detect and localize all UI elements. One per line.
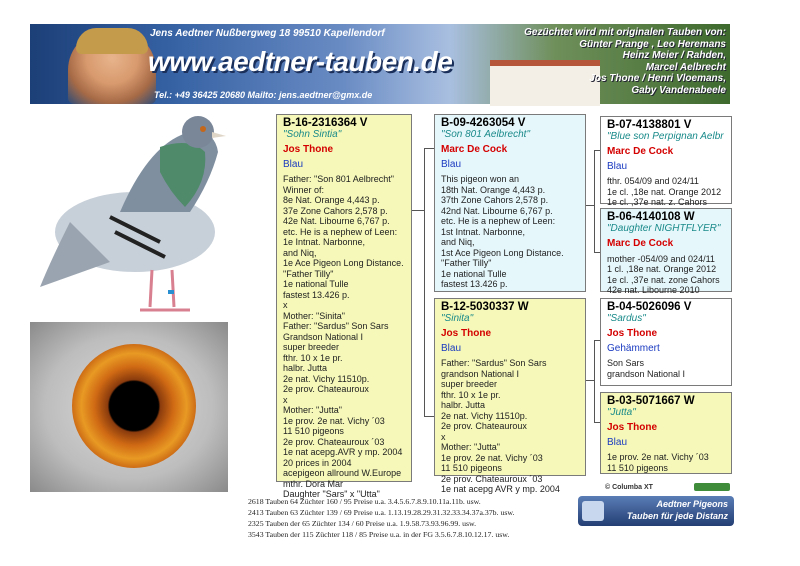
aedtner-pigeons-logo xyxy=(578,496,734,526)
pigeon-color: Gehämmert xyxy=(607,342,660,354)
pigeon-color: Blau xyxy=(607,160,628,172)
ring-number: B-03-5071667 W xyxy=(607,395,695,407)
pigeon-name: "Blue son Perpignan Aelbr xyxy=(607,130,724,142)
pigeon-color: Blau xyxy=(607,436,628,448)
pigeon-info: This pigeon won an 18th Nat. Orange 4,443 p. 37th Zone Cahors 2,578 p. 42nd Nat. Libourne 6,767 p. etc. He is a nephew of Leen: 1st Intnat. Narbonne, and Niq, 1st Ace Pigeon Long Distance. "Father Tilly" 1e national Tulle fastest 13.426 p. xyxy=(441,174,564,289)
pedigree-card-father-mother xyxy=(600,208,732,295)
results-line: 2618 Tauben 64 Züchter 160 / 95 Preise u.a. 3.4.5.6.7.8.9.10.11a.11b. usw. xyxy=(248,497,481,506)
pigeon-info: Father: "Sardus" Son Sars grandson National I super breeder fthr. 10 x 1e pr. halbr. Jutta 2e nat. Vichy 11510p. 2e prov. Chateauroux x Mother: "Jutta" 1e prov. 2e nat. Vichy ´03 11 510 pigeons 2e prov. Chateauroux ´03 1e nat acepg AVR y mp. 2004 xyxy=(441,358,560,494)
slogan-line-2: Tauben für jede Distanz xyxy=(626,511,728,521)
bred-with-text: Gezüchtet wird mit originalen Tauben von: Günter Prange , Leo Heremans Heinz Meier / Rahden, Marcel Aelbrecht Jos Thone / Henri Vloemans, Gaby Vandenabeele xyxy=(524,27,726,96)
pedigree-card-mother-mother xyxy=(600,392,732,474)
pedigree-card-subject xyxy=(276,114,412,499)
ring-number: B-12-5030337 W xyxy=(441,301,529,313)
pedigree-card-mother-father xyxy=(600,298,732,386)
breeder-name: Jos Thone xyxy=(441,328,492,339)
ring-number: B-04-5026096 V xyxy=(607,301,692,313)
breeder-name: Jos Thone xyxy=(607,422,658,433)
results-line: 2413 Tauben 63 Züchter 139 / 69 Preise u.a. 1.13.19.28.29.31.32.33.34.37a.37b. usw. xyxy=(248,508,515,517)
website-link[interactable]: www.aedtner-tauben.de xyxy=(148,46,453,77)
pigeon-name: "Sardus" xyxy=(607,312,646,324)
ring-number: B-07-4138801 V xyxy=(607,119,692,131)
pigeon-name: "Son 801 Aelbrecht" xyxy=(441,128,531,140)
pigeon-color: Blau xyxy=(441,158,462,170)
eye-iris xyxy=(72,344,196,468)
ring-number: B-06-4140108 W xyxy=(607,211,695,223)
connector xyxy=(424,148,434,149)
header-banner xyxy=(30,24,730,104)
copyright-notice: © Columba XT xyxy=(605,484,653,491)
results-line: 2325 Tauben der 65 Züchter 134 / 60 Preise u.a. 1.9.58.73.93.96.99. usw. xyxy=(248,519,477,528)
connector xyxy=(412,210,424,211)
pigeon-image xyxy=(40,112,230,322)
pigeon-name: "Sinita" xyxy=(441,312,474,324)
ring-number: B-16-2316364 V xyxy=(283,117,368,129)
pigeon-info: Son Sars grandson National I xyxy=(607,358,686,379)
pigeon-info: Father: "Son 801 Aelbrecht" Winner of: 8e Nat. Orange 4,443 p. 37e Zone Cahors 2,578 p. 42e Nat. Libourne 6,767 p. etc. He is a nephew of Leen: 1e Intnat. Narbonne, and Niq, 1e Ace Pigeon Long Distance. "Father Tilly" 1e national Tulle fastest 13.426 p. x Mother: "Sinita" Father: "Sardus" Son Sars Grandson National I super breeder fthr. 10 x 1e pr. halbr. Jutta 2e nat. Vichy 11510p. 2e prov. Chateauroux x Mother: "Jutta" 1e prov. 2e nat. Vichy ´03 11 510 pigeons 2e prov. Chateauroux ´03 1e nat acepg.AVR y mp. 2004 20 prices in 2004 acepigeon allround W.Europe mthr. Dora Mar Daughter "Sars" x "Utta" xyxy=(283,174,404,499)
pigeon-eye-image xyxy=(30,322,228,492)
results-line: 3543 Tauben der 115 Züchter 118 / 85 Preise u.a. in der FG 3.5.6.7.8.10.12.17. usw. xyxy=(248,530,510,539)
breeder-address: Jens Aedtner Nußbergweg 18 99510 Kapellendorf xyxy=(150,28,385,39)
pigeon-name: "Sohn Sintia" xyxy=(283,128,342,140)
breeder-name: Marc De Cock xyxy=(607,146,674,157)
breeder-name: Jos Thone xyxy=(607,328,658,339)
pigeon-info: 1e prov. 2e nat. Vichy ´03 11 510 pigeons xyxy=(607,452,709,473)
connector xyxy=(594,150,595,252)
pedigree-card-mother xyxy=(434,298,586,494)
ring-number: B-09-4263054 V xyxy=(441,117,526,129)
breeder-hair xyxy=(76,28,148,54)
pigeon-name: "Jutta" xyxy=(607,406,636,418)
breeder-name: Marc De Cock xyxy=(441,144,508,155)
connector xyxy=(594,340,595,422)
pigeon-color: Blau xyxy=(283,158,304,170)
breeder-name: Jos Thone xyxy=(283,144,334,155)
results-summary xyxy=(248,496,578,540)
transport-icon xyxy=(582,501,604,521)
pigeon-color: Blau xyxy=(441,342,462,354)
pigeon-info: mother -054/09 and 024/11 1 cl. ,18e nat. Orange 2012 1e cl. ,37e nat. zone Cahors 42e nat. Libourne 2010 xyxy=(607,253,720,295)
connector xyxy=(586,205,594,206)
slogan-line-1: Aedtner Pigeons xyxy=(656,499,728,509)
connector xyxy=(586,380,594,381)
breeder-name: Marc De Cock xyxy=(607,238,674,249)
connector xyxy=(424,416,434,417)
partner-logo xyxy=(694,483,730,491)
connector xyxy=(424,148,425,416)
pedigree-card-father xyxy=(434,114,586,292)
pigeon-name: "Daughter NIGHTFLYER" xyxy=(607,222,721,234)
contact-info[interactable]: Tel.: +49 36425 20680 Mailto: jens.aedtner@gmx.de xyxy=(154,90,373,100)
pigeon-info: fthr. 054/09 and 024/11 1e cl. ,18e nat. Orange 2012 1e cl. ,37e nat. z. Cahors xyxy=(607,176,722,207)
pedigree-card-father-father xyxy=(600,116,732,207)
